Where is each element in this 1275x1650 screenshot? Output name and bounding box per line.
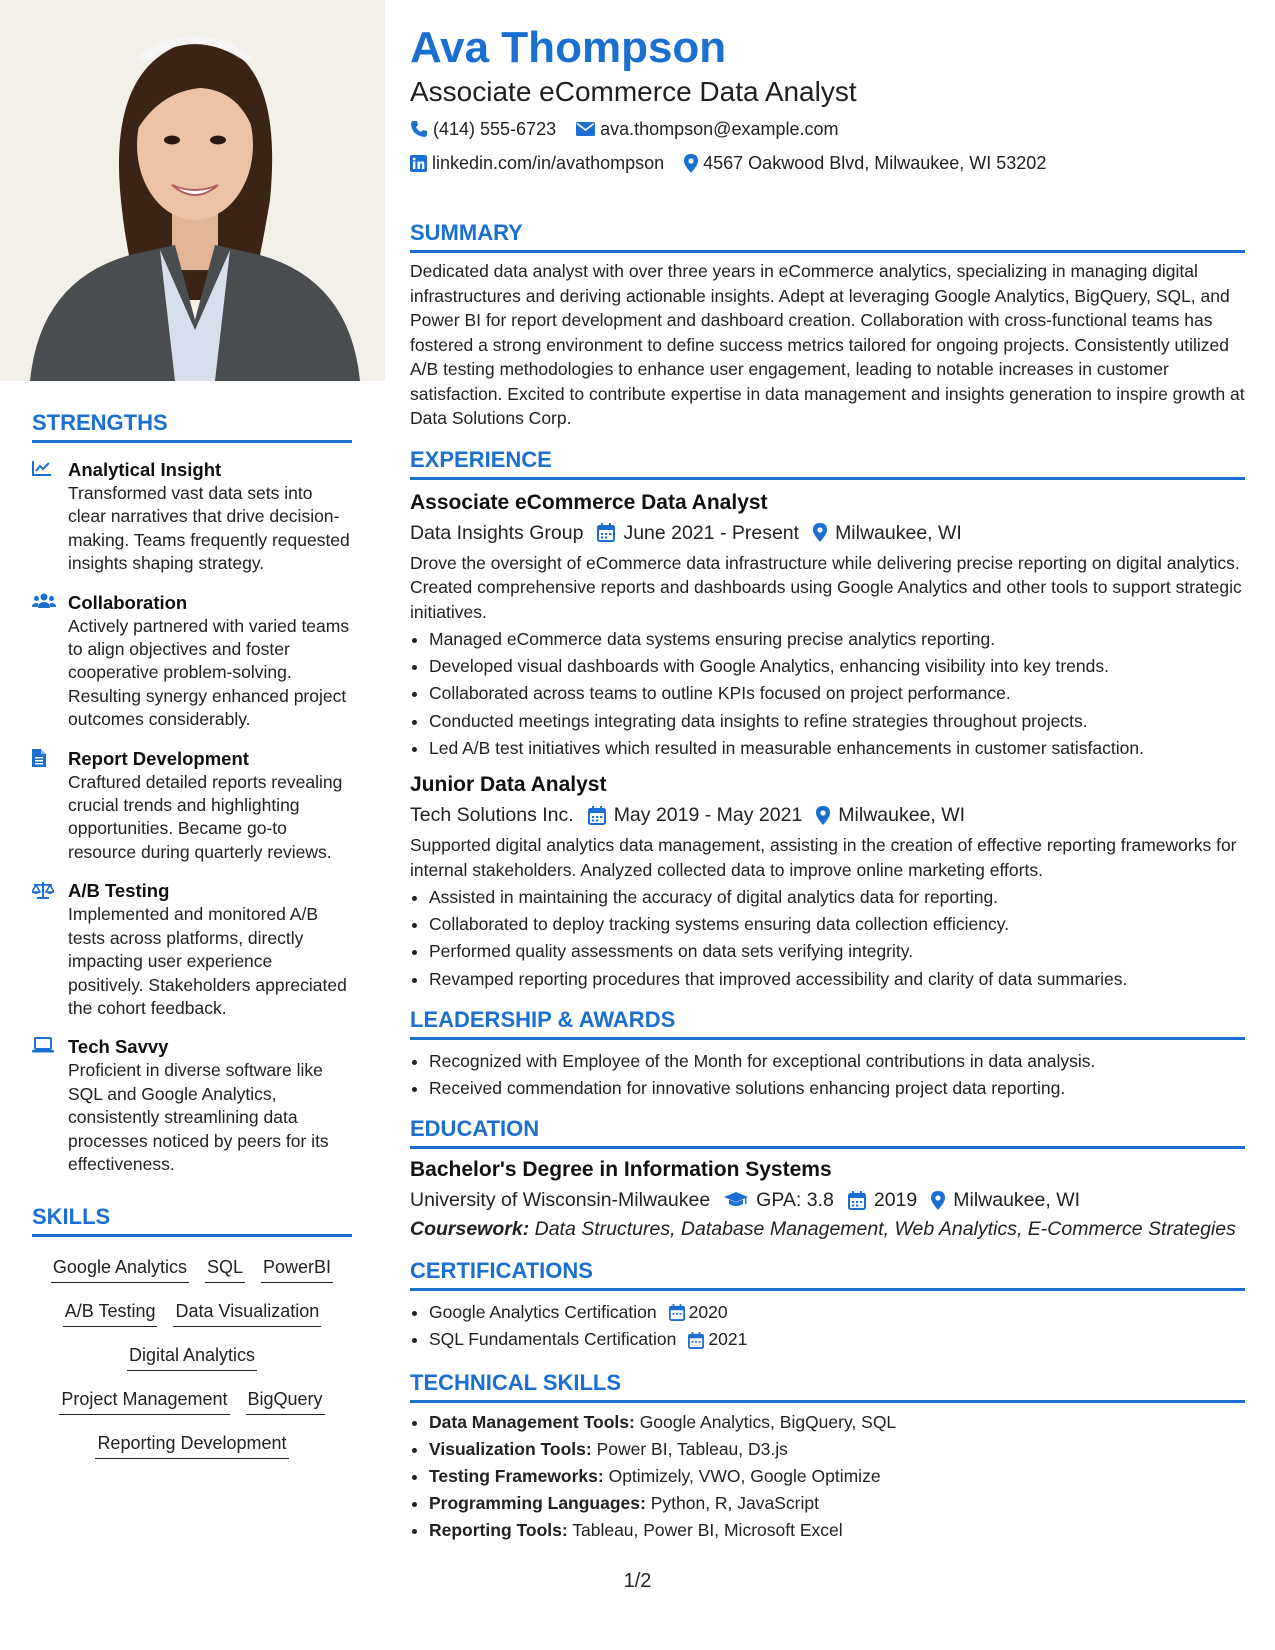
tech-label: Testing Frameworks: <box>429 1466 604 1487</box>
email-text: ava.thompson@example.com <box>600 119 839 139</box>
list-item: • Received commendation for innovative solutions enhancing project data reporting. <box>429 1075 1245 1102</box>
left-body <box>32 410 352 1467</box>
skill-chip: Google Analytics <box>51 1254 189 1283</box>
list-item: • Conducted meetings integrating data insights to refine strategies throughout projects. <box>429 708 1245 735</box>
tech-label: Programming Languages: <box>429 1493 646 1514</box>
linkedin-icon <box>410 155 427 172</box>
strength-title: Report Development <box>68 747 249 769</box>
job-description: Drove the oversight of eCommerce data infrastructure while delivering precise reporting on digital analytics. Created comprehensive reports and dashboards using Google Analytics and other tools to support strategic initiatives. <box>410 552 1242 622</box>
degree-title: Bachelor's Degree in Information Systems <box>410 1158 832 1182</box>
left-column <box>0 0 385 1650</box>
calendar-icon <box>669 1304 685 1321</box>
profile-photo <box>0 0 385 381</box>
list-item: • Collaborated across teams to outline KPIs focused on project performance. <box>429 680 1245 707</box>
calendar-icon <box>688 1332 704 1349</box>
strength-desc: Transformed vast data sets into clear narratives that drive decision-making. Teams frequently requested insights shaping strategy. <box>68 483 350 574</box>
chart-line-icon <box>32 457 68 576</box>
phone-text: (414) 555-6723 <box>433 119 557 139</box>
job-description: Supported digital analytics data management, assisting in the creation of effective reporting frameworks for internal stakeholders. Analyzed collected data to improve online marketing efforts. <box>410 835 1237 880</box>
list-item: • Assisted in maintaining the accuracy of digital analytics data for reporting. <box>429 884 1245 911</box>
summary-text: Dedicated data analyst with over three years in eCommerce analytics, specializing in managing digital infrastructures and deriving actionable insights. Adept at leveraging Google Analytics, BigQuery, SQL, and Power BI for report development and dashboard creation. Collaboration with cross-functional teams has fostered a strong environment to define success metrics tailored for ongoing projects. Consistently utilized A/B testing methodologies to enhance user engagement, leading to notable increases in customer satisfaction. Excited to contribute expertise in data management and insights generation to inspire growth at Data Solutions Corp. <box>410 261 1245 428</box>
strength-desc: Implemented and monitored A/B tests across platforms, directly impacting user experience positively. Stakeholders appreciated the cohort feedback. <box>68 904 347 1018</box>
list-item <box>429 1517 1245 1544</box>
list-item: • Revamped reporting procedures that improved accessibility and clarity of data summaries. <box>429 966 1245 993</box>
list-item: • Developed visual dashboards with Google Analytics, enhancing visibility into key trends. <box>429 653 1245 680</box>
linkedin-text: linkedin.com/in/avathompson <box>432 153 665 173</box>
list-item <box>429 1409 1245 1436</box>
strengths-list <box>32 457 352 1176</box>
email-contact[interactable] <box>576 114 838 144</box>
strength-item <box>32 746 352 865</box>
strength-desc: Actively partnered with varied teams to align objectives and foster cooperative problem-solving. Resulting synergy enhanced project outcomes considerably. <box>68 615 350 730</box>
skill-chip: PowerBI <box>261 1254 333 1283</box>
map-pin-icon <box>931 1191 945 1210</box>
education-meta <box>410 1185 1245 1215</box>
strength-title: A/B Testing <box>68 880 170 902</box>
experience-heading: EXPERIENCE <box>410 447 1245 480</box>
job-bullets <box>410 626 1245 762</box>
strength-item <box>32 457 352 576</box>
job-company: Tech Solutions Inc. <box>410 804 574 827</box>
list-item <box>429 1326 1245 1353</box>
strength-item <box>32 1034 352 1176</box>
certifications-heading: CERTIFICATIONS <box>410 1258 1245 1291</box>
job-dates: June 2021 - Present <box>623 521 800 544</box>
contact-row-2 <box>410 148 1245 178</box>
experience-section <box>410 447 1245 993</box>
list-item <box>429 1463 1245 1490</box>
skills-heading: SKILLS <box>32 1204 352 1237</box>
skill-chip: SQL <box>205 1254 245 1283</box>
grad-year: 2019 <box>873 1189 918 1212</box>
list-item <box>429 1299 1245 1326</box>
portrait-illustration <box>0 0 385 381</box>
job-bullets <box>410 884 1245 993</box>
phone-icon <box>410 120 428 138</box>
tech-value: Google Analytics, BigQuery, SQL <box>634 1411 897 1432</box>
strength-title: Collaboration <box>68 591 188 613</box>
list-item: • Recognized with Employee of the Month for exceptional contributions in data analysis. <box>429 1048 1245 1075</box>
list-item <box>429 1436 1245 1463</box>
cert-name: • SQL Fundamentals Certification <box>429 1329 677 1350</box>
strength-desc: Craftured detailed reports revealing crucial trends and highlighting opportunities. Became go-to resource during quarterly reviews. <box>68 771 343 862</box>
job-entry <box>410 770 1245 993</box>
job-entry <box>410 488 1245 763</box>
cert-name: • Google Analytics Certification <box>429 1302 657 1323</box>
job-title: Associate eCommerce Data Analyst <box>410 490 768 514</box>
tech-value: Optimizely, VWO, Google Optimize <box>603 1466 881 1487</box>
tech-label: Reporting Tools: <box>429 1520 568 1541</box>
coursework-label: Coursework: <box>410 1218 530 1241</box>
tech-value: Power BI, Tableau, D3.js <box>591 1438 788 1459</box>
list-item: • Led A/B test initiatives which resulted in measurable enhancements in customer satisfaction. <box>429 735 1245 762</box>
certifications-list <box>410 1299 1245 1353</box>
cert-year: 2021 <box>708 1329 748 1350</box>
job-location: Milwaukee, WI <box>835 521 962 544</box>
skill-chip: Digital Analytics <box>127 1342 257 1371</box>
strengths-heading: STRENGTHS <box>32 410 352 443</box>
candidate-name: Ava Thompson <box>410 23 727 72</box>
page-number: 1/2 <box>623 1570 652 1592</box>
certifications-section <box>410 1258 1245 1353</box>
calendar-icon <box>848 1191 866 1210</box>
envelope-icon <box>576 122 595 136</box>
tech-label: Visualization Tools: <box>429 1438 592 1459</box>
map-pin-icon <box>816 806 830 825</box>
job-title: Junior Data Analyst <box>410 773 607 797</box>
leadership-section <box>410 1007 1245 1102</box>
technical-skills-section <box>410 1370 1245 1545</box>
users-icon <box>32 590 68 732</box>
leadership-bullets <box>410 1048 1245 1102</box>
balance-scale-icon <box>32 878 68 1020</box>
tech-value: Python, R, JavaScript <box>645 1493 819 1514</box>
strength-title: Tech Savvy <box>68 1036 169 1058</box>
list-item: • Collaborated to deploy tracking systems ensuring data collection efficiency. <box>429 911 1245 938</box>
coursework <box>410 1217 1245 1242</box>
calendar-icon <box>597 523 615 542</box>
address-contact <box>684 148 1046 178</box>
technical-skills-list <box>410 1409 1245 1545</box>
document-icon <box>32 746 68 865</box>
tech-value: Tableau, Power BI, Microsoft Excel <box>567 1520 843 1541</box>
job-dates: May 2019 - May 2021 <box>613 804 803 827</box>
skills-list <box>32 1247 352 1467</box>
strength-title: Analytical Insight <box>68 459 222 480</box>
skill-chip: A/B Testing <box>63 1298 158 1327</box>
laptop-icon <box>32 1034 68 1176</box>
strength-item <box>32 590 352 732</box>
list-item <box>429 1490 1245 1517</box>
gpa-text: GPA: 3.8 <box>756 1189 834 1212</box>
strength-item <box>32 878 352 1020</box>
contact-row-1 <box>410 114 1245 144</box>
linkedin-contact[interactable] <box>410 148 664 178</box>
school-location: Milwaukee, WI <box>953 1189 1081 1212</box>
address-text: 4567 Oakwood Blvd, Milwaukee, WI 53202 <box>703 153 1047 173</box>
job-location: Milwaukee, WI <box>838 804 966 827</box>
summary-section <box>410 220 1245 431</box>
graduation-cap-icon <box>724 1192 748 1208</box>
right-column <box>410 22 1245 1545</box>
skill-chip: Project Management <box>59 1386 229 1415</box>
candidate-role: Associate eCommerce Data Analyst <box>410 76 857 107</box>
list-item: • Performed quality assessments on data sets verifying integrity. <box>429 938 1245 965</box>
job-meta <box>410 800 1245 830</box>
skills-section <box>32 1204 352 1467</box>
phone-contact[interactable] <box>410 114 556 144</box>
map-pin-icon <box>684 154 698 173</box>
school-name: University of Wisconsin-Milwaukee <box>410 1189 711 1212</box>
job-meta <box>410 518 1245 548</box>
calendar-icon <box>588 806 606 825</box>
skill-chip: Reporting Development <box>95 1430 288 1459</box>
skill-chip: Data Visualization <box>173 1298 321 1327</box>
cert-year: 2020 <box>688 1302 728 1323</box>
summary-heading: SUMMARY <box>410 220 1245 253</box>
strength-desc: Proficient in diverse software like SQL and Google Analytics, consistently streamlining data processes noticed by peers for its effectiveness. <box>68 1060 329 1174</box>
job-company: Data Insights Group <box>410 521 584 544</box>
map-pin-icon <box>813 523 827 542</box>
education-section <box>410 1116 1245 1242</box>
education-heading: EDUCATION <box>410 1116 1245 1149</box>
technical-skills-heading: TECHNICAL SKILLS <box>410 1370 1245 1403</box>
list-item: • Managed eCommerce data systems ensuring precise analytics reporting. <box>429 626 1245 653</box>
skill-chip: BigQuery <box>246 1386 325 1415</box>
leadership-heading: LEADERSHIP & AWARDS <box>410 1007 1245 1040</box>
tech-label: Data Management Tools: <box>429 1411 635 1432</box>
coursework-list: Data Structures, Database Management, Web Analytics, E-Commerce Strategies <box>529 1218 1236 1241</box>
